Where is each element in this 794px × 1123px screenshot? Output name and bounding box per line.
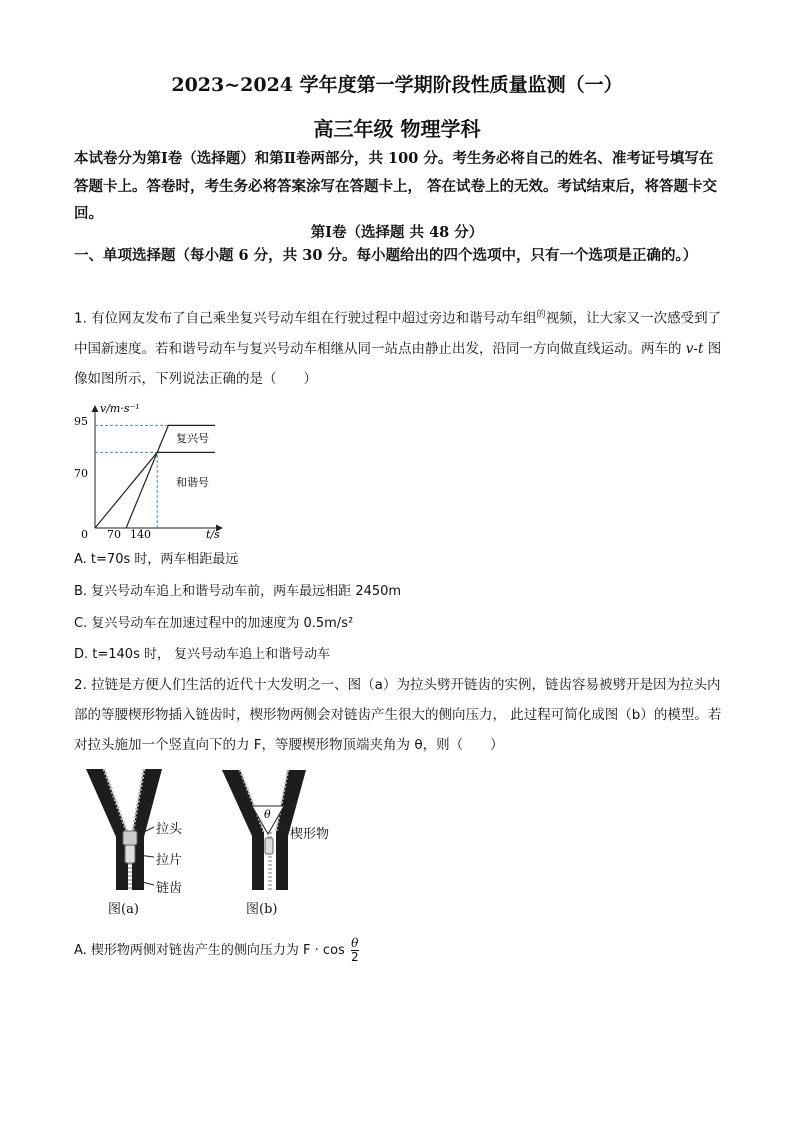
figure-b-caption: 图(b) xyxy=(246,902,278,917)
section-one-heading: 一、单项选择题（每小题 6 分，共 30 分。每小题给出的四个选项中，只有一个选项是正确的。） xyxy=(74,247,698,264)
fraction-denominator: 2 xyxy=(350,950,359,964)
q1-option-d[interactable]: D. t=140s 时， 复兴号动车追上和谐号动车 xyxy=(74,647,331,662)
question-1-stem xyxy=(74,300,726,394)
x-axis-label: t/s xyxy=(206,528,220,540)
exam-instructions: 本试卷分为第Ⅰ卷（选择题）和第Ⅱ卷两部分，共 100 分。考生务必将自己的姓名、准考证号填写在答题卡上。答卷时，考生务必将答案涂写在答题卡上， 答在试卷上的无效。考试结束后，将答题卡交回。 xyxy=(74,150,718,222)
wedge-left-tape xyxy=(222,770,264,890)
figure-a-caption: 图(a) xyxy=(108,902,139,917)
exam-subtitle: 高三年级 物理学科 xyxy=(313,117,481,141)
question-1-mark: 的 xyxy=(536,310,546,320)
q2-option-a-fraction xyxy=(351,937,359,964)
x-tick-70: 70 xyxy=(107,528,121,540)
x-tick-140: 140 xyxy=(130,528,151,540)
series-label-fuxing: 复兴号 xyxy=(176,432,209,445)
series-label-hexie: 和谐号 xyxy=(176,476,209,489)
zipper-left-tape xyxy=(86,769,128,890)
label-pull-tab: 拉片 xyxy=(156,853,183,868)
zipper-pull-tab xyxy=(125,845,135,863)
chart-series-line-1 xyxy=(95,452,215,528)
y-tick-95: 95 xyxy=(74,415,88,428)
vt-chart xyxy=(70,398,230,540)
part-one-heading: 第Ⅰ卷（选择题 共 48 分） xyxy=(310,224,484,241)
label-slider: 拉头 xyxy=(156,822,183,837)
origin-label: 0 xyxy=(81,528,88,540)
wedge-pull-tab xyxy=(265,838,273,854)
fraction-numerator: θ xyxy=(351,936,359,950)
question-1-text-b: 视频，让大家又一次感受到了中国新速度。若和谐号动车与复兴号动车相继从同一站点由静止出发，沿同一方向做直线运动。两车的 xyxy=(74,310,722,357)
exam-title: 2023~2024 学年度第一学期阶段性质量监测（一） xyxy=(171,74,623,96)
question-2-stem: 2. 拉链是方便人们生活的近代十大发明之一、图（a）为拉头劈开链齿的实例，链齿容易被劈开是因为拉头内部的等腰楔形物插入链齿时，楔形物两侧会对链齿产生很大的侧向压力， 此过程可简化成图（b）的模型。若对拉头施加一个竖直向下的力 F，等腰楔形物顶端夹角为 θ，则（ ） xyxy=(74,677,722,753)
wedge-angle-label: θ xyxy=(264,808,271,821)
q1-option-c[interactable]: C. 复兴号动车在加速过程中的加速度为 0.5m/s² xyxy=(74,616,354,631)
q1-option-b[interactable]: B. 复兴号动车追上和谐号动车前，两车最远相距 2450m xyxy=(74,584,402,599)
question-1-text-c: 图像如图所示，下列说法正确的是（ ） xyxy=(74,340,722,387)
q2-option-a-text: A. 楔形物两侧对链齿产生的侧向压力为 F · cos xyxy=(74,943,345,958)
question-1-vt: v-t xyxy=(685,340,704,357)
label-teeth: 链齿 xyxy=(156,881,183,896)
question-1-text-a: 1. 有位网友发布了自己乘坐复兴号动车组在行驶过程中超过旁边和谐号动车组 xyxy=(74,310,537,327)
label-wedge: 楔形物 xyxy=(290,827,330,842)
y-axis-label: v/m·s⁻¹ xyxy=(100,402,140,415)
zipper-figure-a xyxy=(82,765,202,915)
q2-option-a[interactable] xyxy=(74,937,359,964)
y-tick-70: 70 xyxy=(74,467,88,480)
q1-option-a[interactable]: A. t=70s 时，两车相距最远 xyxy=(74,552,239,567)
zipper-slider xyxy=(123,831,137,845)
